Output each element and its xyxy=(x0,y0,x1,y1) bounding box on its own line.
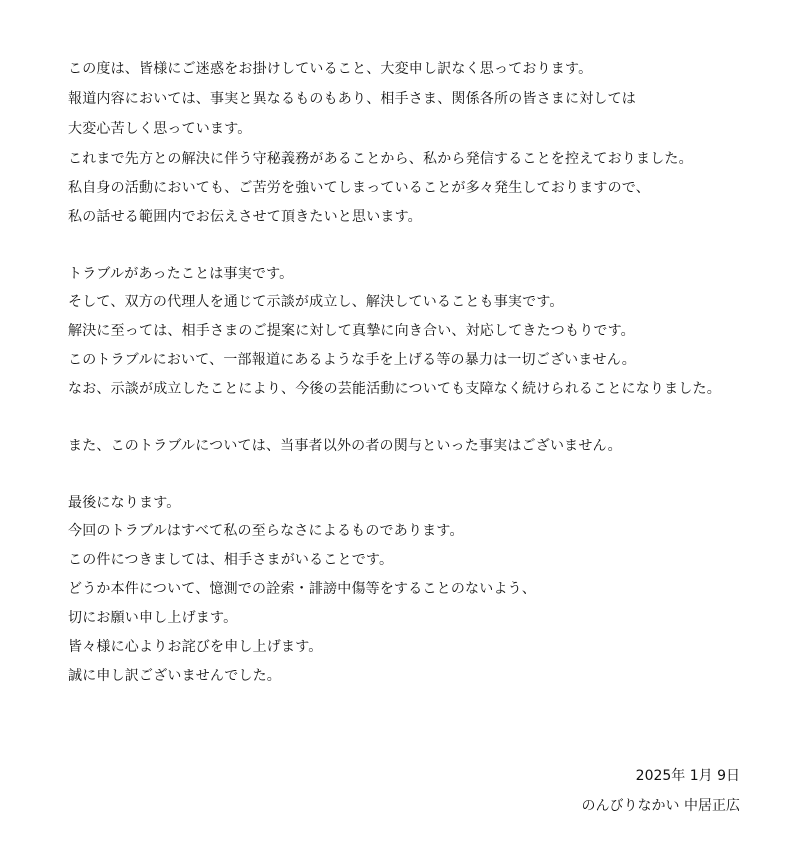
paragraph4-line3: この件につきましては、相手さまがいることです。 xyxy=(68,552,394,568)
paragraph4-line7: 誠に申し訳ございませんでした。 xyxy=(68,668,281,684)
paragraph1-line1: この度は、皆様にご迷惑をお掛けしていること、大変申し訳なく思っております。 xyxy=(68,61,593,77)
paragraph2-line4: このトラブルにおいて、一部報道にあるような手を上げる等の暴力は一切ございません。 xyxy=(68,352,636,368)
paragraph4-line4: どうか本件について、憶測での詮索・誹謗中傷等をすることのないよう、 xyxy=(68,581,537,597)
paragraph2-line1: トラブルがあったことは事実です。 xyxy=(68,266,294,282)
paragraph2-line3: 解決に至っては、相手さまのご提案に対して真摯に向き合い、対応してきたつもりです。 xyxy=(68,323,635,339)
paragraph4-line1: 最後になります。 xyxy=(68,495,181,511)
paragraph4-line5: 切にお願い申し上げます。 xyxy=(68,610,238,626)
paragraph1-line3: 大変心苦しく思っています。 xyxy=(68,121,252,137)
paragraph1-line5: 私自身の活動においても、ご苦労を強いてしまっていることが多々発生しておりますので、 xyxy=(68,180,650,196)
paragraph1-line6: 私の話せる範囲内でお伝えさせて頂きたいと思います。 xyxy=(68,209,422,225)
paragraph2-line5: なお、示談が成立したことにより、今後の芸能活動についても支障なく続けられることになりました。 xyxy=(68,381,721,397)
paragraph4-line6: 皆々様に心よりお詫びを申し上げます。 xyxy=(68,639,323,655)
paragraph4-line2: 今回のトラブルはすべて私の至らなさによるものであります。 xyxy=(68,523,464,539)
statement-date: 2025年 1月 9日 xyxy=(635,768,740,784)
statement-signature: のんびりなかい 中居正広 xyxy=(581,798,740,814)
paragraph2-line2: そして、双方の代理人を通じて示談が成立し、解決していることも事実です。 xyxy=(68,294,564,310)
paragraph1-line4: これまで先方との解決に伴う守秘義務があることから、私から発信することを控えておりました。 xyxy=(68,151,693,167)
paragraph3-line1: また、このトラブルについては、当事者以外の者の関与といった事実はございません。 xyxy=(68,438,622,454)
paragraph1-line2: 報道内容においては、事実と異なるものもあり、相手さま、関係各所の皆さまに対しては xyxy=(68,91,636,107)
